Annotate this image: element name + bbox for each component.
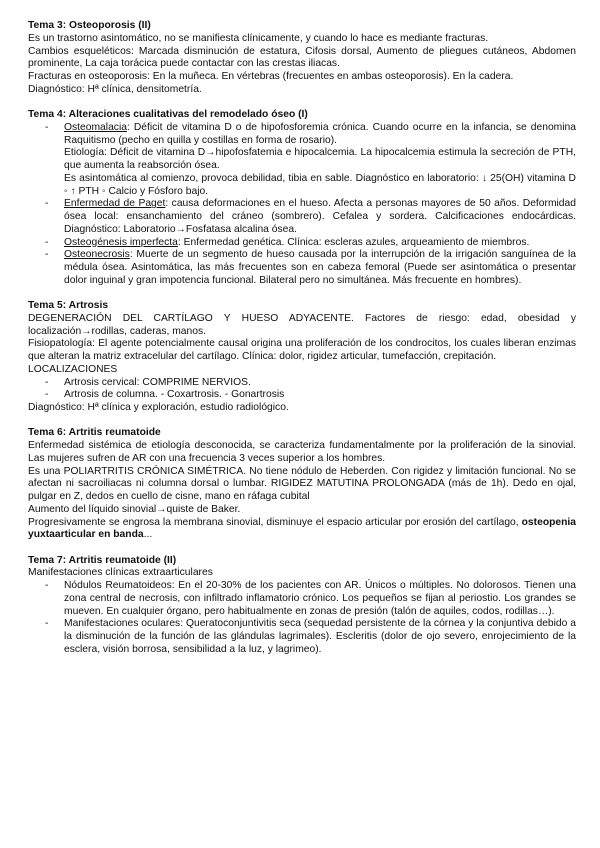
paragraph: DEGENERACIÓN DEL CARTÍLAGO Y HUESO ADYACENTE. Factores de riesgo: edad, obesidad y localización→rodillas, caderas, manos. [28, 312, 576, 337]
list-item: - Artrosis de columna. - Coxartrosis. - Gonartrosis [28, 389, 576, 402]
paragraph: Fisiopatología: El agente potencialmente causal origina una proliferación de los condrocitos, los cuales liberan enzimas que alteran la matriz extracelular del cartílago. Clínica: dolor, rigidez articular, tumefacción, crepitación. [28, 338, 576, 362]
section-title: Tema 5: Artrosis [28, 300, 109, 311]
paragraph: Es un trastorno asintomático, no se manifiesta clínicamente, y cuando lo hace es mediante fracturas. [28, 32, 489, 44]
list-item [28, 249, 576, 287]
bold-phrase: osteopenia yuxtaarticular en banda [28, 516, 576, 541]
paragraph: Etiología: Déficit de vitamina D→hipofosfatemia e hipocalcemia. La hipocalcemia estimula la secreción de PTH, que aumenta la reabsorción ósea. [64, 147, 576, 171]
paragraph: Enfermedad sistémica de etiología desconocida, se caracteriza fundamentalmente por la proliferación de la sinovial. Las mujeres sufren de AR con una frecuencia 3 veces superior a los hombres. [28, 440, 576, 464]
section-title: Tema 4: Alteraciones cualitativas del remodelado óseo (I) [28, 109, 308, 120]
item-text: : Enfermedad genética. Clínica: escleras azules, arqueamiento de miembros. [177, 236, 530, 248]
section-tema-5 [28, 300, 576, 415]
term-osteonecrosis: Osteonecrosis [64, 249, 130, 261]
term-paget: Enfermedad de Paget [64, 198, 166, 210]
list-item: - Artrosis cervical: COMPRIME NERVIOS. [28, 377, 576, 390]
section-tema-6 [28, 427, 576, 542]
bullet-list [28, 377, 576, 403]
ellipsis: ... [143, 529, 153, 541]
paragraph: Es una POLIARTRITIS CRÓNICA SIMÉTRICA. No tiene nódulo de Heberden. Con rigidez y limitación funcional. No se afectan ni sacroiliacas ni columna dorsal o lumbar. RIGIDEZ MATUTINA PROLONGADA (más de 1h). Dedo en ojal, pulgar en Z, dedos en cuello de cisne, mano en ráfaga cubital [28, 465, 576, 502]
paragraph [28, 517, 576, 543]
paragraph: LOCALIZACIONES [28, 363, 118, 375]
item-text: : Déficit de vitamina D o de hipofosforemia crónica. Cuando ocurre en la infancia, se denomina Raquitismo (pecho en quilla y costillas en forma de rosario). [64, 121, 576, 146]
term-osteogenesis: Osteogénesis imperfecta [64, 236, 178, 248]
document-page [28, 20, 576, 669]
paragraph: Aumento del líquido sinovial→quiste de Baker. [28, 503, 241, 515]
section-tema-7 [28, 555, 576, 657]
section-tema-4 [28, 109, 576, 288]
item-text: : causa deformaciones en el hueso. Afecta a personas mayores de 50 años. Deformidad ósea local: ensanchamiento del cráneo (sombrero). Cefalea y sordera. Calcificaciones endocárdicas. Diagnóstico: Laboratorio→Fosfatasa alcalina ósea. [64, 198, 576, 235]
list-item [28, 198, 576, 236]
list-item [28, 237, 576, 250]
section-title: Tema 6: Artritis reumatoide [28, 427, 161, 439]
list-item [28, 122, 576, 199]
term-osteomalacia: Osteomalacia [64, 121, 127, 133]
paragraph: Es asintomática al comienzo, provoca debilidad, tibia en sable. Diagnóstico en laboratorio: ↓ 25(OH) vitamina D ◦ ↑ PTH ◦ Calcio y Fósforo bajo. [64, 172, 576, 197]
paragraph: Fracturas en osteoporosis: En la muñeca. En vértebras (frecuentes en ambas osteoporosis). En la cadera. [28, 71, 514, 82]
bullet-list [28, 122, 576, 288]
paragraph: Diagnóstico: Hª clínica, densitometría. [28, 83, 202, 95]
section-title: Tema 3: Osteoporosis (II) [28, 20, 151, 31]
section-tema-3 [28, 20, 576, 97]
list-item: - Manifestaciones oculares: Queratoconjuntivitis seca (sequedad persistente de la córnea y la conjuntiva debido a la disminución de la función de las glándulas lagrimales). Escleritis (dolor de ojo severo, enrojecimiento de la esclera, visión borrosa, sensibilidad a la luz, y lagrimeo). [28, 618, 576, 656]
item-text: : Muerte de un segmento de hueso causada por la interrupción de la irrigación sanguínea de la médula ósea. Asintomática, las más frecuentes son en cabeza femoral (Puede ser asintomática o presentar dolor inguinal y gran impotencia funcional. Bilateral pero no simultánea. Más frecuente en hombres). [64, 249, 576, 286]
bullet-list [28, 580, 576, 657]
paragraph: Diagnóstico: Hª clínica y exploración, estudio radiológico. [28, 402, 289, 413]
section-title: Tema 7: Artritis reumatoide (II) [28, 554, 177, 566]
paragraph: Manifestaciones clínicas extraarticulares [28, 567, 213, 579]
list-item: - Nódulos Reumatoideos: En el 20-30% de los pacientes con AR. Únicos o múltiples. No dolorosos. Tienen una zona central de necrosis, con infiltrado inflamatorio crónico. Los pequeños se fijan al periostio. Los grandes se mueven. En cualquier órgano, pero habitualmente en zonas de presión (talón de aquiles, codos, rodillas…). [28, 580, 576, 618]
paragraph-text: Progresivamente se engrosa la membrana sinovial, disminuye el espacio articular por erosión del cartílago, [28, 516, 522, 528]
paragraph: Cambios esqueléticos: Marcada disminución de estatura, Cifosis dorsal, Aumento de pliegues cutáneos, Abdomen prominente, La caja torácica puede contactar con las crestas iliacas. [28, 45, 576, 70]
